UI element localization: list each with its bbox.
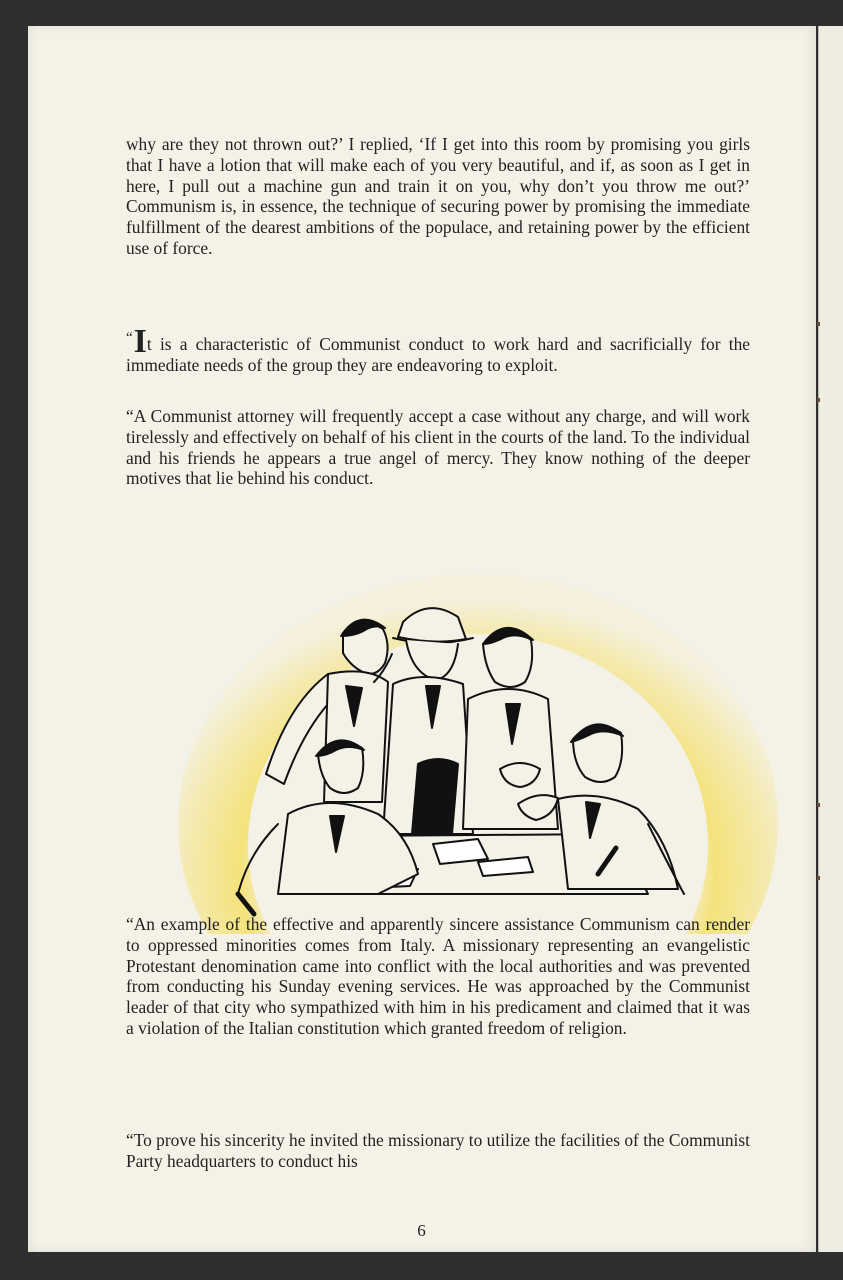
binding-staple — [817, 322, 820, 326]
binding-staple — [817, 876, 820, 880]
paragraph-1: why are they not thrown out?’ I replied, ‘If I get into this room by promising you girls that I have a lotion that will make each of you very beautiful, and if, as soon as I get in here, I pull out a machine gun and train it on you, why don’t you throw me out?’ Communism is, in essence, the technique of securing power by promising the immediate fulfillment of the dearest ambitions of the populace, and retaining power by the efficient use of force. — [126, 134, 750, 258]
page-number: 6 — [417, 1221, 426, 1240]
paragraph-5: “To prove his sincerity he invited the missionary to utilize the facilities of the Communist Party headquarters to conduct his — [126, 1130, 750, 1171]
paragraph-2-text: t is a characteristic of Communist conduct to work hard and sacrificially for the immediate needs of the group they are endeavoring to exploit. — [126, 334, 750, 375]
dropcap-letter: I — [133, 323, 147, 360]
binding-staple — [817, 803, 820, 807]
paper-2 — [433, 839, 488, 864]
paragraph-2 — [126, 323, 750, 376]
dropcap-quote: “ — [126, 330, 133, 346]
paragraph-4: “An example of the effective and apparently sincere assistance Communism can render to oppressed minorities comes from Italy. A missionary representing an evangelistic Protestant denomination came into conflict with the local authorities and was prevented from conducting his Sunday evening services. He was approached by the Communist leader of that city who sympathized with him in his predicament and claimed that it was a violation of the Italian constitution which granted freedom of religion. — [126, 914, 750, 1038]
adjacent-page-edge — [818, 26, 843, 1252]
illustration-five-men — [178, 574, 778, 934]
binding-staple — [817, 398, 820, 402]
book-page — [28, 26, 816, 1252]
paragraph-3: “A Communist attorney will frequently accept a case without any charge, and will work tirelessly and effectively on behalf of his client in the courts of the land. To the individual and his friends he appears a true angel of mercy. They know nothing of the deeper motives that lie behind his conduct. — [126, 406, 750, 489]
